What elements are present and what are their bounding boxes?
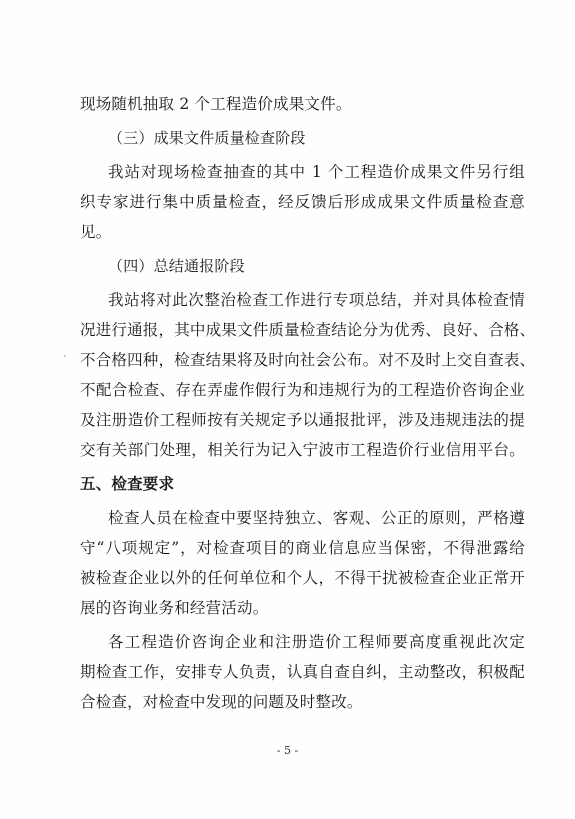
body-line: 见。 bbox=[80, 223, 112, 241]
body-line: 期检查工作，安排专人负责，认真自查自纠，主动整改，积极配 bbox=[80, 663, 525, 681]
section-subheading: （四）总结通报阶段 bbox=[108, 257, 245, 275]
body-line: 交有关部门处理，相关行为记入宁波市工程造价行业信用平台。 bbox=[80, 441, 525, 459]
body-line: 我站对现场检查抽查的其中 1 个工程造价成果文件另行组 bbox=[108, 163, 525, 181]
body-line: 不配合检查、存在弄虚作假行为和违规行为的工程造价咨询企业 bbox=[80, 381, 525, 399]
body-line: 合检查，对检查中发现的问题及时整改。 bbox=[80, 693, 363, 711]
body-line: 及注册造价工程师按有关规定予以通报批评，涉及违规违法的提 bbox=[80, 411, 525, 429]
section-heading: 五、检查要求 bbox=[80, 475, 175, 493]
body-line: 况进行通报，其中成果文件质量检查结论分为优秀、良好、合格、 bbox=[80, 321, 536, 339]
body-line: 各工程造价咨询企业和注册造价工程师要高度重视此次定 bbox=[108, 633, 525, 651]
body-line: 织专家进行集中质量检查，经反馈后形成成果文件质量检查意 bbox=[80, 193, 525, 211]
body-line: 现场随机抽取 2 个工程造价成果文件。 bbox=[80, 95, 352, 113]
scan-speck bbox=[64, 355, 66, 357]
page-number: - 5 - bbox=[276, 744, 299, 757]
section-subheading: （三）成果文件质量检查阶段 bbox=[108, 129, 306, 147]
body-line: 检查人员在检查中要坚持独立、客观、公正的原则，严格遵 bbox=[108, 509, 525, 527]
body-line: 被检查企业以外的任何单位和个人，不得干扰被检查企业正常开 bbox=[80, 569, 525, 587]
body-line: 守“八项规定”，对检查项目的商业信息应当保密，不得泄露给 bbox=[80, 539, 525, 557]
body-line: 我站将对此次整治检查工作进行专项总结，并对具体检查情 bbox=[108, 291, 525, 309]
body-line: 不合格四种，检查结果将及时向社会公布。对不及时上交自查表、 bbox=[80, 351, 536, 369]
body-line: 展的咨询业务和经营活动。 bbox=[80, 599, 269, 617]
